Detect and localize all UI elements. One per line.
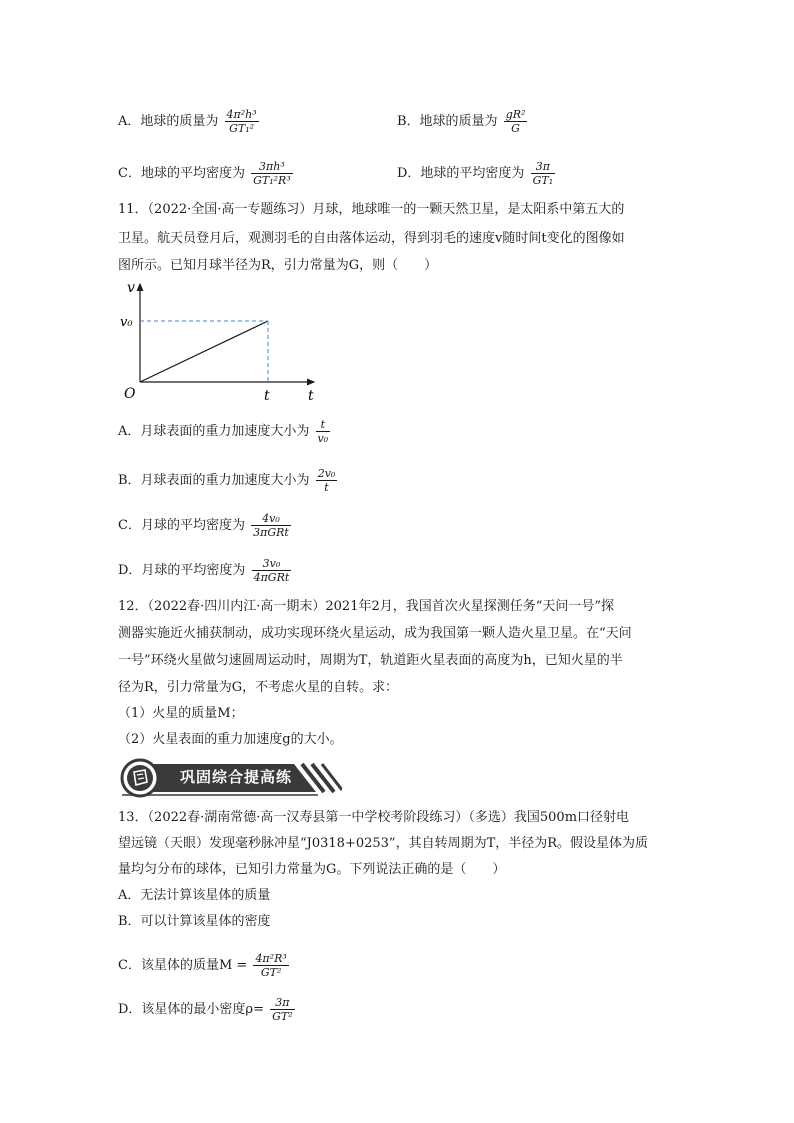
- fraction-numerator: 3πh³: [259, 160, 285, 173]
- q11-option-b-fraction: [316, 467, 338, 494]
- q11-option-a: [118, 418, 330, 445]
- v0-tick-label: v₀: [120, 315, 133, 330]
- q11-velocity-time-graph: [118, 278, 328, 406]
- fraction-numerator: 4v₀: [262, 512, 280, 525]
- q10-option-d-text: D．地球的平均密度为: [397, 166, 525, 181]
- q10-option-c-text: C．地球的平均密度为: [118, 166, 245, 181]
- q12-stem-line-2: 测器实施近火捕获制动，成功实现环绕火星运动，成为我国第一颗人造火星卫星。在“天问: [118, 626, 632, 641]
- fraction-denominator: GT₁: [532, 174, 554, 187]
- q10-option-b-text: B．地球的质量为: [397, 114, 498, 129]
- q12-subquestion-2: （2）火星表面的重力加速度g的大小。: [118, 732, 343, 747]
- q10-option-c-fraction: [251, 160, 293, 187]
- q13-option-d: [118, 996, 295, 1023]
- q11-option-b-text: B．月球表面的重力加速度大小为: [118, 473, 310, 488]
- q13-option-c-text: C．该星体的质量M =: [118, 958, 248, 973]
- q11-option-c-text: C．月球的平均密度为: [118, 518, 245, 533]
- q11-stem-line-1: 11．（2022·全国·高一专题练习）月球，地球唯一的一颗天然卫星，是太阳系中第五大的: [118, 202, 625, 217]
- q13-option-b: B．可以计算该星体的密度: [118, 914, 271, 929]
- q11-option-a-fraction: [316, 418, 331, 445]
- y-axis-label: v: [127, 280, 135, 296]
- q11-stem-line-3: 图所示。已知月球半径为R，引力常量为G，则（ ）: [118, 258, 438, 273]
- q11-option-a-text: A．月球表面的重力加速度大小为: [118, 424, 310, 439]
- fraction-denominator: t: [316, 480, 338, 494]
- fraction-numerator: 3π: [535, 160, 550, 173]
- q10-option-b: [397, 108, 527, 135]
- fraction-denominator: 4πGRt: [253, 571, 290, 584]
- q13-option-c-fraction: [253, 952, 288, 979]
- q10-option-a-fraction: [225, 108, 259, 135]
- q11-option-d-fraction: [252, 557, 292, 584]
- fraction-denominator: GT²: [272, 1010, 293, 1023]
- fraction-numerator: 4π²R³: [255, 952, 287, 965]
- q13-stem-line-2: 望远镜（天眼）发现毫秒脉冲星“J0318+0253”，其自转周期为T，半径为R。假设星体为质: [118, 836, 649, 851]
- q13-stem-line-3: 量均匀分布的球体，已知引力常量为G。下列说法正确的是（ ）: [118, 862, 506, 877]
- q11-option-c-fraction: [251, 512, 291, 539]
- fraction-numerator: t: [320, 418, 326, 431]
- fraction-numerator: 3v₀: [262, 557, 281, 570]
- fraction-denominator: G: [504, 121, 528, 135]
- q12-stem-line-4: 径为R，引力常量为G，不考虑火星的自转。求：: [118, 680, 399, 695]
- origin-label: O: [124, 386, 136, 402]
- q13-option-d-text: D．该星体的最小密度ρ=: [118, 1002, 264, 1017]
- q13-option-c: [118, 952, 289, 979]
- q11-option-d-text: D．月球的平均密度为: [118, 563, 246, 578]
- q13-option-d-fraction: [270, 996, 295, 1023]
- q10-option-d-fraction: [531, 160, 556, 187]
- fraction-numerator: 3π: [275, 996, 290, 1009]
- t-tick-label: t: [264, 388, 270, 404]
- section-banner-title: 巩固综合提高练: [180, 768, 293, 786]
- q11-option-b: [118, 467, 337, 494]
- fraction-denominator: GT₁²R³: [253, 174, 291, 187]
- q11-stem-line-2: 卫星。航天员登月后，观测羽毛的自由落体运动，得到羽毛的速度v随时间t变化的图像如: [118, 231, 625, 246]
- q10-option-a: [118, 108, 259, 135]
- q13-option-a: A．无法计算该星体的质量: [118, 888, 271, 903]
- fraction-numerator: gR²: [505, 108, 526, 121]
- q11-option-d: [118, 557, 291, 584]
- section-banner: [118, 758, 342, 798]
- q11-option-c: [118, 512, 291, 539]
- x-axis-label: t: [308, 388, 314, 404]
- fraction-denominator: GT²: [253, 965, 288, 979]
- q10-option-c: [118, 160, 293, 187]
- q10-option-a-text: A．地球的质量为: [118, 114, 219, 129]
- q12-subquestion-1: （1）火星的质量M；: [118, 706, 244, 721]
- q10-option-b-fraction: [504, 108, 528, 135]
- velocity-line: [140, 321, 268, 382]
- q12-stem-line-3: 一号”环绕火星做匀速圆周运动时，周期为T，轨道距火星表面的高度为h，已知火星的半: [118, 653, 623, 668]
- q13-stem-line-1: 13．（2022春·湖南常德·高一汉寿县第一中学校考阶段练习）（多选）我国500m口径射电: [118, 810, 630, 825]
- fraction-denominator: 3πGRt: [253, 526, 289, 539]
- fraction-denominator: v₀: [317, 432, 329, 445]
- q10-option-d: [397, 160, 555, 187]
- q12-stem-line-1: 12．（2022春·四川内江·高一期末）2021年2月，我国首次火星探测任务“天问一号”探: [118, 599, 615, 614]
- fraction-numerator: 2v₀: [317, 467, 336, 480]
- fraction-numerator: 4π²h³: [226, 108, 257, 121]
- fraction-denominator: GT₁²: [225, 121, 259, 135]
